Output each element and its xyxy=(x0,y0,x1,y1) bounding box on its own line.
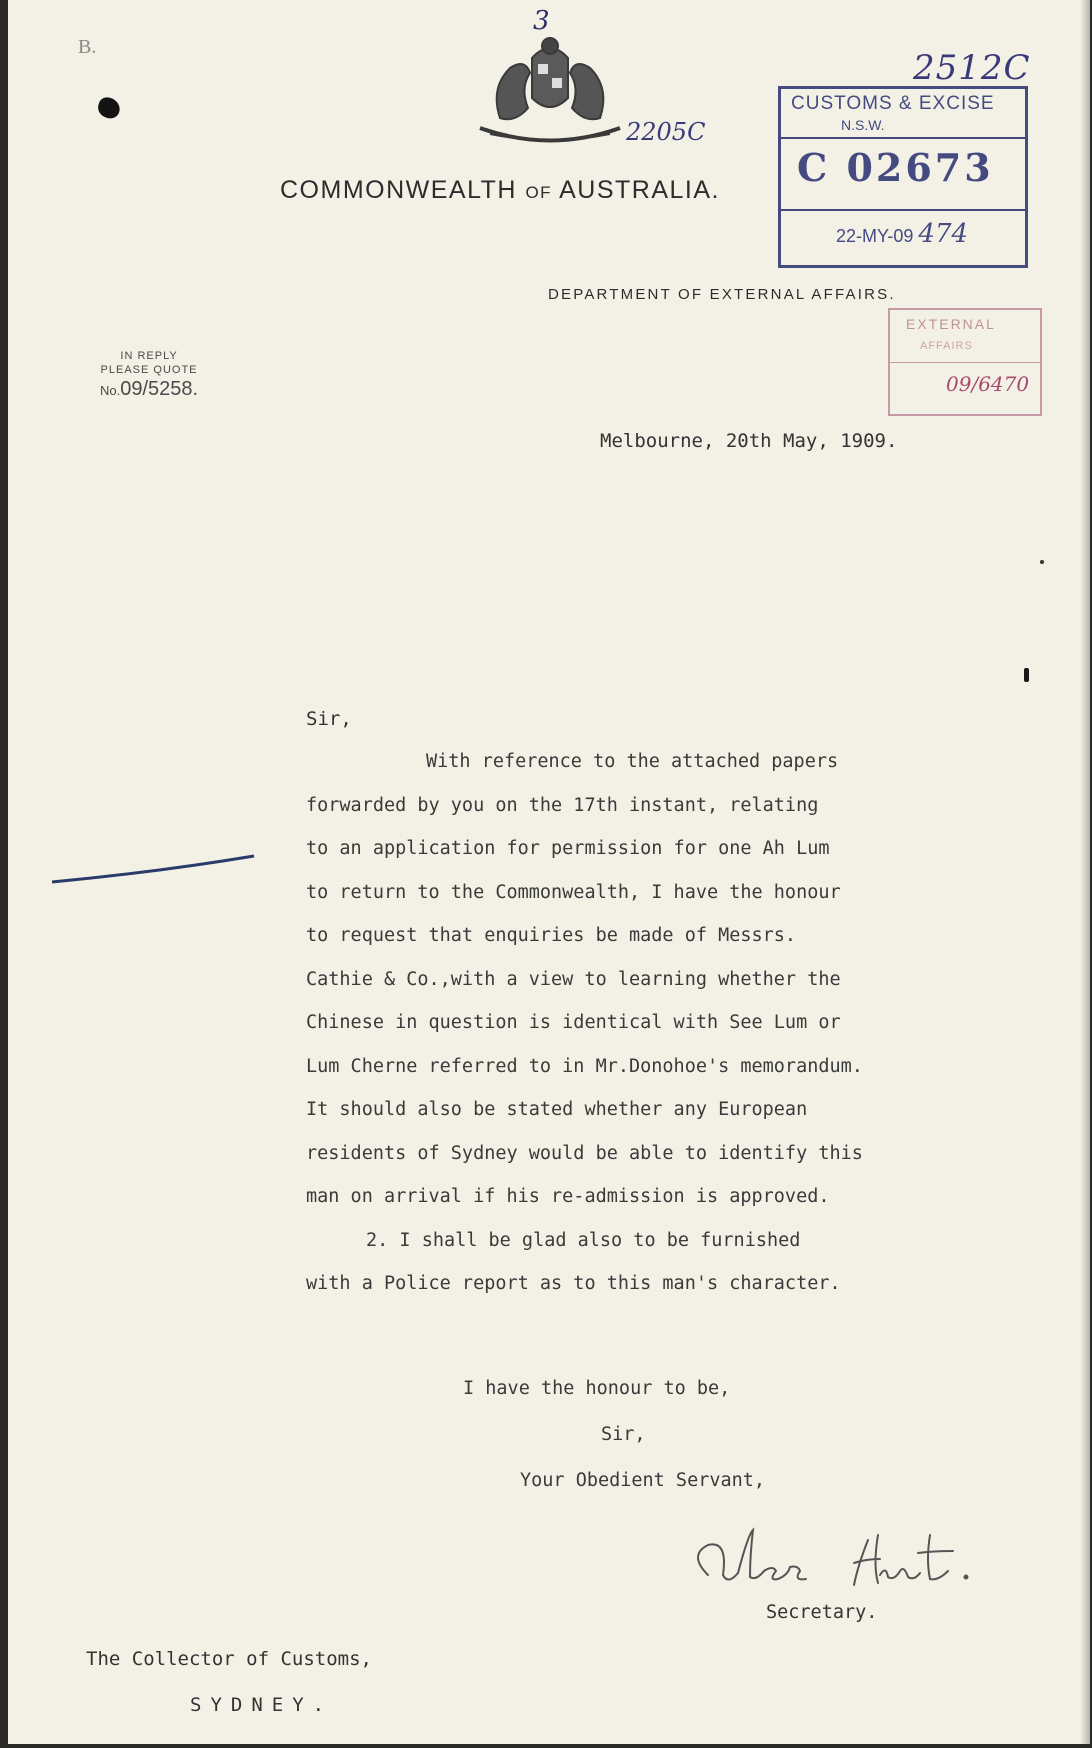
body-line: to request that enquiries be made of Messrs. xyxy=(306,925,797,946)
body-line: to return to the Commonwealth, I have the honour xyxy=(306,881,841,903)
ext-stamp-rule xyxy=(890,362,1040,363)
body-line: forwarded by you on the 17th instant, relating xyxy=(306,794,819,816)
stamp-rule xyxy=(781,137,1025,139)
body-line: man on arrival if his re-admission is approved. xyxy=(306,1186,830,1207)
handwritten-ref-a: 2205C xyxy=(626,118,706,146)
signatory-title: Secretary. xyxy=(766,1602,878,1623)
body-line: Chinese in question is identical with See Lum or xyxy=(306,1012,841,1033)
ink-speck xyxy=(1024,668,1029,682)
stamp-rule xyxy=(781,209,1025,211)
body-line: With reference to the attached papers xyxy=(426,751,839,772)
folio-number: 3 xyxy=(533,6,550,36)
body-line: 2. I shall be glad also to be furnished xyxy=(366,1229,801,1251)
department-name: DEPARTMENT OF EXTERNAL AFFAIRS. xyxy=(548,286,896,303)
customs-stamp xyxy=(778,86,1028,268)
body-line: with a Police report as to this man's character. xyxy=(306,1273,841,1294)
title-of: OF xyxy=(525,183,553,202)
letter-body xyxy=(306,740,1026,1306)
body-line: Lum Cherne referred to in Mr.Donohoe's memorandum. xyxy=(306,1055,863,1077)
body-line: residents of Sydney would be able to identify this xyxy=(306,1142,863,1164)
reply-number: 09/5258. xyxy=(120,378,199,400)
customs-date-text: 22-MY-09 xyxy=(836,226,914,246)
reply-line1: IN REPLY xyxy=(120,350,178,362)
customs-handwritten: 474 xyxy=(918,219,969,249)
customs-stamp-line1: CUSTOMS & EXCISE xyxy=(791,93,995,114)
reply-line2: PLEASE QUOTE xyxy=(100,364,198,376)
body-line: to an application for permission for one Ah Lum xyxy=(306,838,830,859)
ext-stamp-number: 09/6470 xyxy=(946,372,1030,396)
ink-blot xyxy=(95,95,122,121)
ext-stamp-line1: EXTERNAL xyxy=(906,316,996,332)
addressee: The Collector of Customs, xyxy=(86,1648,372,1670)
addressee-city: SYDNEY. xyxy=(190,1694,334,1716)
customs-stamp-date xyxy=(836,219,968,249)
ext-stamp-line2: AFFAIRS xyxy=(920,340,973,352)
customs-stamp-line2: N.S.W. xyxy=(841,117,885,133)
pen-stroke xyxy=(48,850,258,890)
ink-speck xyxy=(1040,560,1044,564)
handwritten-signature xyxy=(668,1515,1048,1605)
handwritten-ref-b: 2512C xyxy=(913,48,1031,88)
body-line: It should also be stated whether any European xyxy=(306,1099,808,1120)
page-edge-shadow xyxy=(1080,0,1090,1744)
reply-number-line xyxy=(100,378,198,401)
customs-stamp-number: C 02673 xyxy=(797,145,994,190)
letter-date: Melbourne, 20th May, 1909. xyxy=(600,430,898,452)
external-affairs-stamp xyxy=(888,308,1042,416)
reply-reference xyxy=(100,350,198,401)
closing-line-2: Sir, xyxy=(601,1424,646,1445)
letterhead-title xyxy=(280,176,720,205)
closing-line-1: I have the honour to be, xyxy=(463,1378,731,1399)
coat-of-arms-icon xyxy=(470,28,630,148)
reply-no-label: No. xyxy=(100,383,121,398)
corner-mark: B. xyxy=(78,36,97,58)
closing-line-3: Your Obedient Servant, xyxy=(520,1470,766,1491)
title-word: COMMONWEALTH xyxy=(280,176,517,204)
letter-page xyxy=(8,0,1090,1744)
title-end: AUSTRALIA. xyxy=(559,176,720,204)
salutation: Sir, xyxy=(306,708,352,730)
body-line: Cathie & Co.,with a view to learning whether the xyxy=(306,968,841,990)
